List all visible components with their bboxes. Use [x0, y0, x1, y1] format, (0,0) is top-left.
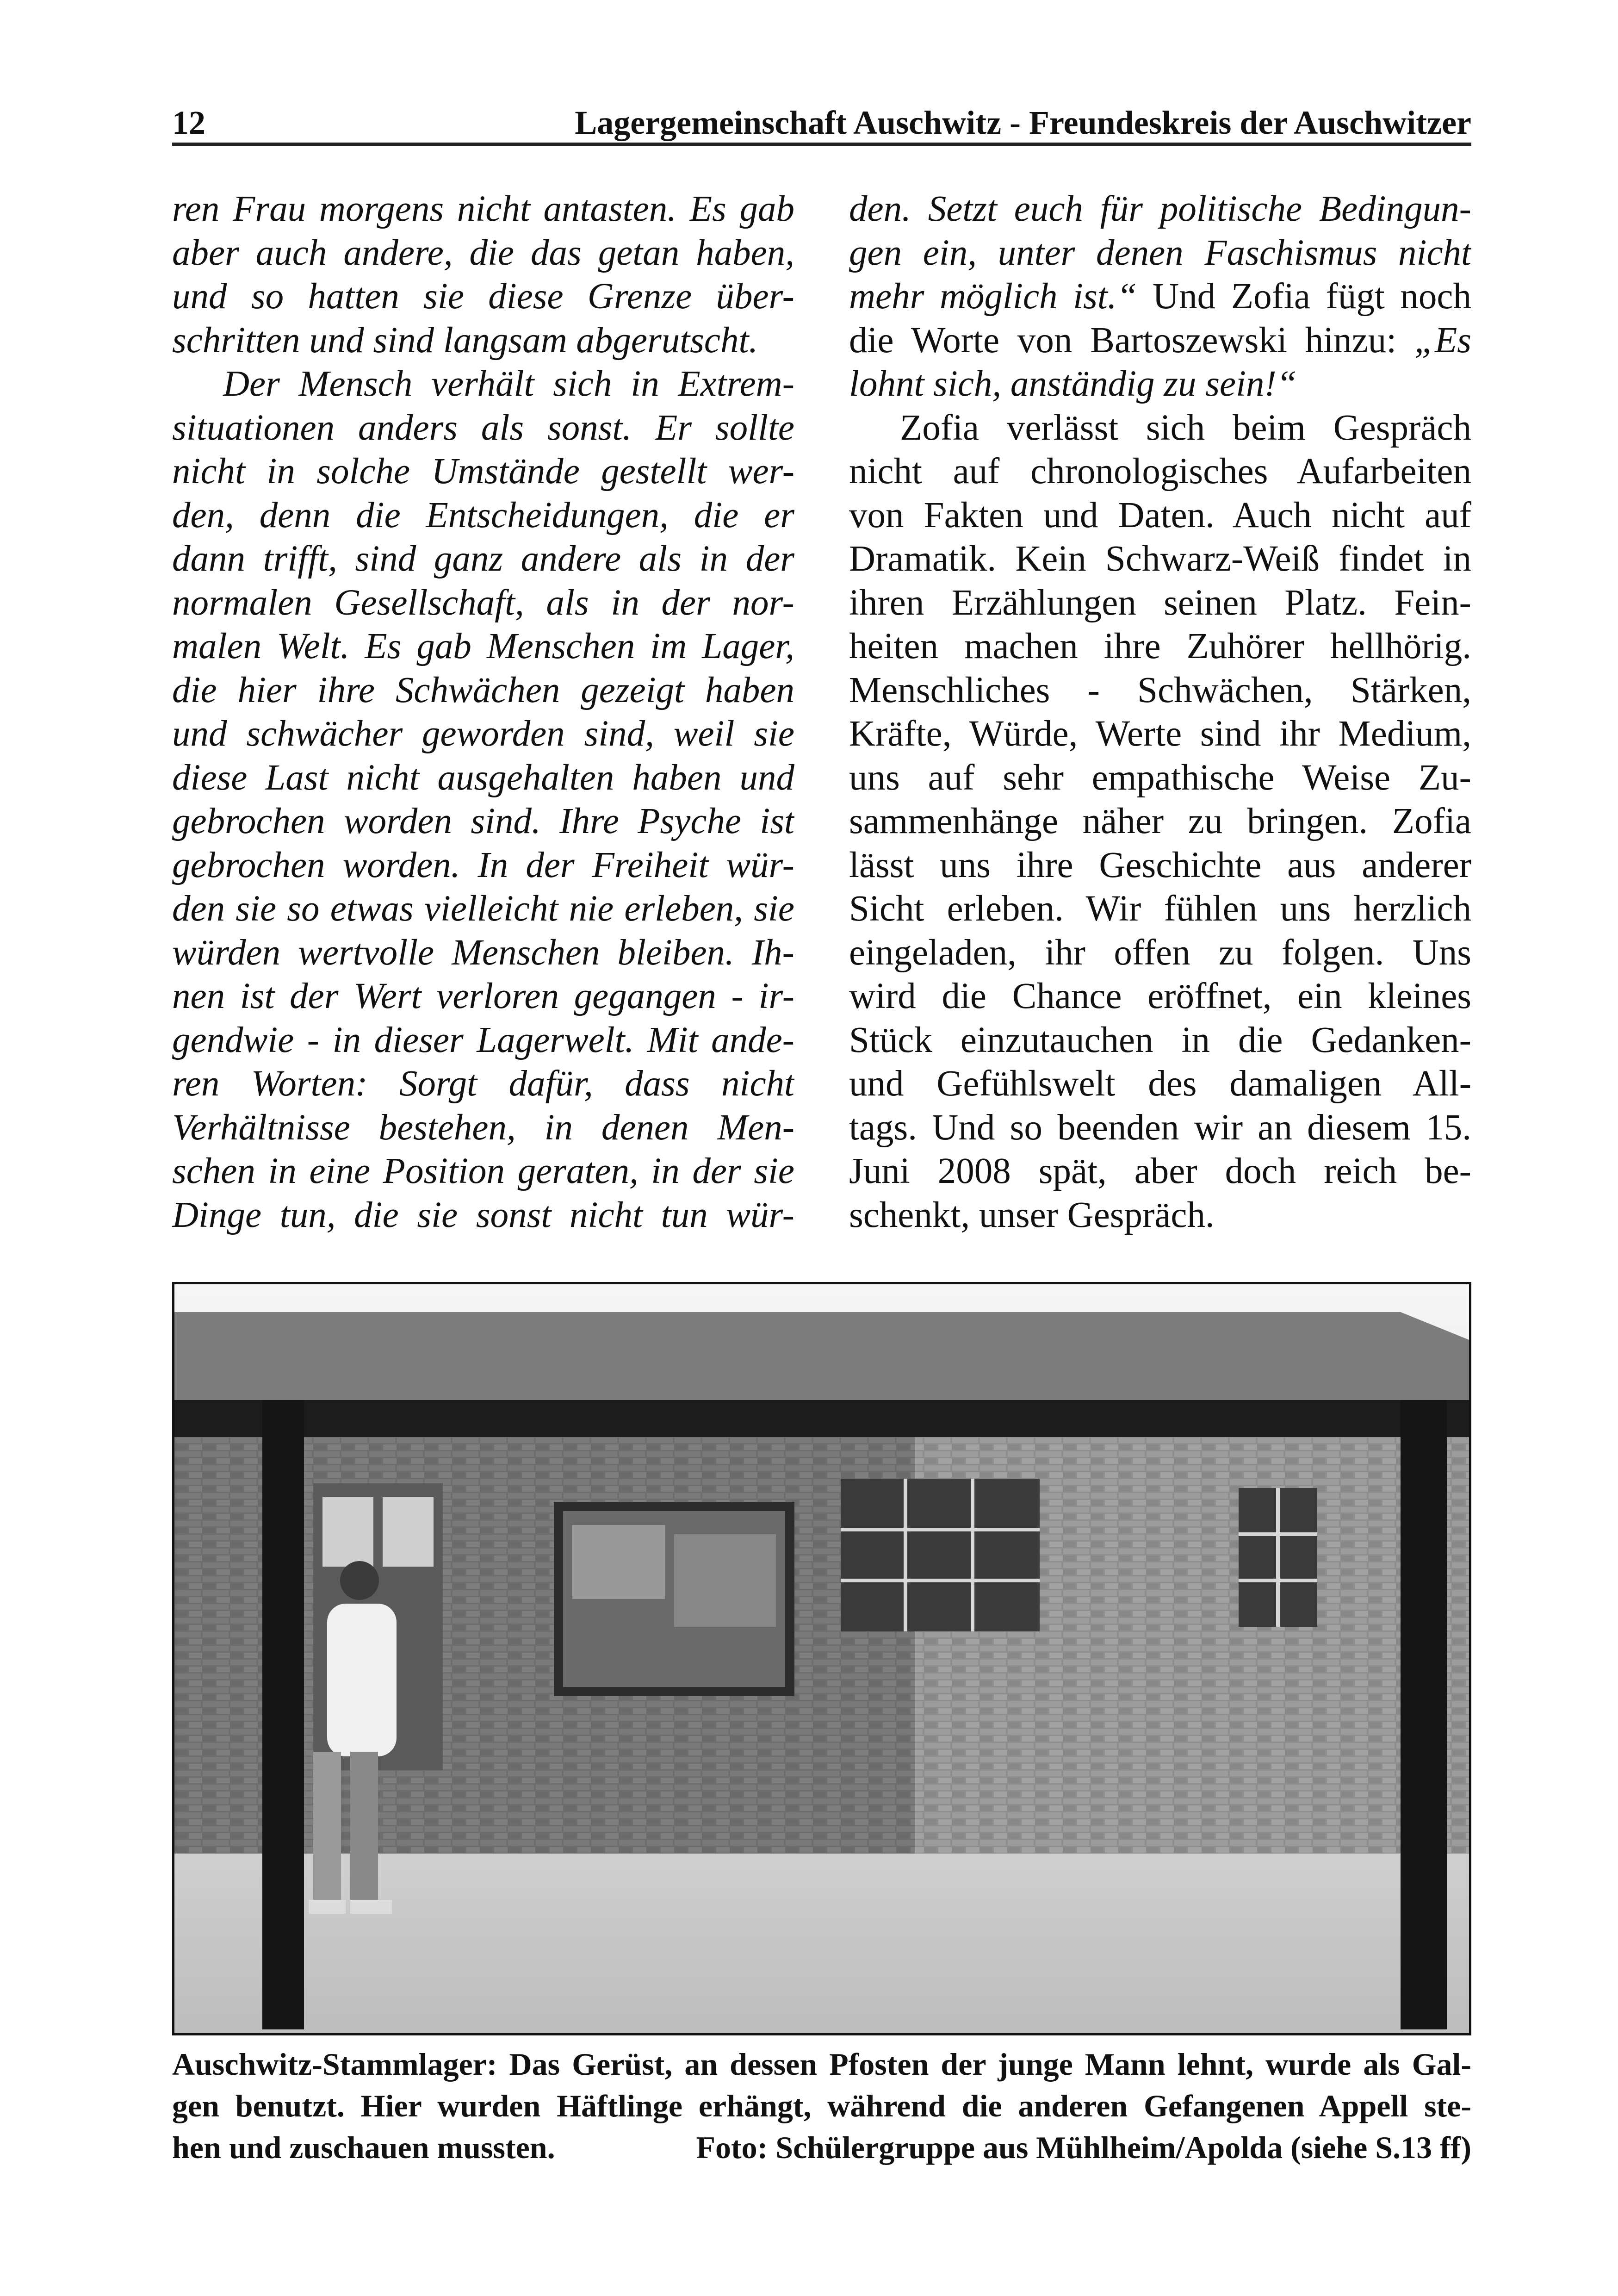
gallows-post — [1401, 1400, 1447, 2029]
text-line: gebrochen worden sind. Ihre Psyche ist — [172, 801, 794, 841]
page-header — [172, 100, 1471, 146]
text-line: Dramatik. Kein Schwarz-Weiß findet in — [849, 539, 1471, 579]
quote-line — [849, 319, 1471, 363]
text-line: schenkt, unser Gespräch. — [849, 1195, 1215, 1235]
text-line: würden wertvolle Menschen bleiben. Ih- — [172, 932, 794, 973]
running-title: Lagergemeinschaft Auschwitz - Freundeskreis der Auschwitzer — [575, 104, 1471, 141]
gallows-post — [262, 1400, 304, 2029]
left-column — [172, 187, 794, 1237]
text-line: eingeladen, ihr offen zu folgen. Uns — [849, 932, 1471, 973]
text-line: ihren Erzählungen seinen Platz. Fein- — [849, 582, 1471, 623]
caption-line: Auschwitz-Stammlager: Das Gerüst, an dessen Pfosten der junge Mann lehnt, wurde als Gal- — [172, 2047, 1471, 2082]
page-number: 12 — [172, 104, 205, 141]
text-line: den sie so etwas vielleicht nie erleben, sie — [172, 889, 794, 929]
text-line: lässt uns ihre Geschichte aus anderer — [849, 845, 1471, 885]
text-fragment: die Worte von Bartoszewski hinzu: — [849, 320, 1415, 361]
text-line: ren Frau morgens nicht antasten. Es gab — [172, 189, 794, 229]
text-line: nicht auf chronologisches Aufarbeiten — [849, 451, 1471, 492]
photo-credit: Foto: Schülergruppe aus Mühlheim/Apolda (siehe S.13 ff) — [696, 2130, 1471, 2165]
text-line: die hier ihre Schwächen gezeigt haben — [172, 670, 794, 710]
text-line: schritten und sind langsam abgerutscht. — [172, 320, 758, 361]
text-fragment: Und Zofia fügt noch — [1137, 276, 1471, 317]
text-line: gebrochen worden. In der Freiheit wür- — [172, 845, 794, 885]
text-line: ren Worten: Sorgt dafür, dass nicht — [172, 1064, 794, 1104]
text-line: Juni 2008 spät, aber doch reich be- — [849, 1151, 1471, 1191]
text-line: und Gefühlswelt des damaligen All- — [849, 1064, 1471, 1104]
quote-line: gen ein, unter denen Faschismus nicht — [849, 232, 1471, 273]
text-line: und so hatten sie diese Grenze über- — [172, 276, 794, 317]
text-line: aber auch andere, die das getan haben, — [172, 232, 794, 273]
text-line: wird die Chance eröffnet, ein kleines — [849, 976, 1471, 1016]
quote-fragment: „Es — [1414, 320, 1471, 361]
caption-credit-line — [172, 2127, 1471, 2168]
text-line: Sicht erleben. Wir fühlen uns herzlich — [849, 889, 1471, 929]
text-line: sammenhänge näher zu bringen. Zofia — [849, 801, 1471, 841]
text-line: und schwächer geworden sind, weil sie — [172, 714, 794, 754]
quote-line: den. Setzt euch für politische Bedingun- — [849, 189, 1471, 229]
photo-caption — [172, 2043, 1471, 2168]
text-line: Stück einzutauchen in die Gedanken- — [849, 1020, 1471, 1060]
text-line: Kräfte, Würde, Werte sind ihr Medium, — [849, 714, 1471, 754]
text-line: von Fakten und Daten. Auch nicht auf — [849, 495, 1471, 535]
quote-line: lohnt sich, anständig zu sein!“ — [849, 364, 1297, 404]
text-line: nen ist der Wert verloren gegangen - ir- — [172, 976, 794, 1016]
gallows-beam — [174, 1400, 1469, 1437]
caption-line: gen benutzt. Hier wurden Häftlinge erhängt, während die anderen Gefangenen Appell ste- — [172, 2088, 1471, 2123]
text-line: diese Last nicht ausgehalten haben und — [172, 757, 794, 798]
text-line: dann trifft, sind ganz andere als in der — [172, 539, 794, 579]
caption-line: hen und zuschauen mussten. — [172, 2130, 555, 2165]
text-line: den, denn die Entscheidungen, die er — [172, 495, 794, 535]
text-line: uns auf sehr empathische Weise Zu- — [849, 757, 1471, 798]
text-line: gendwie - in dieser Lagerwelt. Mit ande- — [172, 1020, 794, 1060]
text-line: heiten machen ihre Zuhörer hellhörig. — [849, 626, 1471, 666]
window — [841, 1479, 1040, 1631]
text-line: Der Mensch verhält sich in Extrem- — [223, 364, 794, 404]
photo — [172, 1282, 1471, 2035]
text-line: Dinge tun, die sie sonst nicht tun wür- — [172, 1195, 794, 1235]
text-line: malen Welt. Es gab Menschen im Lager, — [172, 626, 794, 666]
right-column — [849, 187, 1471, 1237]
text-line: Menschliches - Schwächen, Stärken, — [849, 670, 1471, 710]
text-line: situationen anders als sonst. Er sollte — [172, 407, 794, 448]
quote-fragment: mehr möglich ist.“ — [849, 276, 1137, 317]
text-line: nicht in solche Umstände gestellt wer- — [172, 451, 794, 492]
text-line: tags. Und so beenden wir an diesem 15. — [849, 1107, 1471, 1148]
text-line: Zofia verlässt sich beim Gespräch — [900, 407, 1471, 448]
text-line: Verhältnisse bestehen, in denen Men- — [172, 1107, 794, 1148]
quote-line — [849, 275, 1471, 319]
text-line: schen in eine Position geraten, in der sie — [172, 1151, 794, 1191]
text-line: normalen Gesellschaft, als in der nor- — [172, 582, 794, 623]
